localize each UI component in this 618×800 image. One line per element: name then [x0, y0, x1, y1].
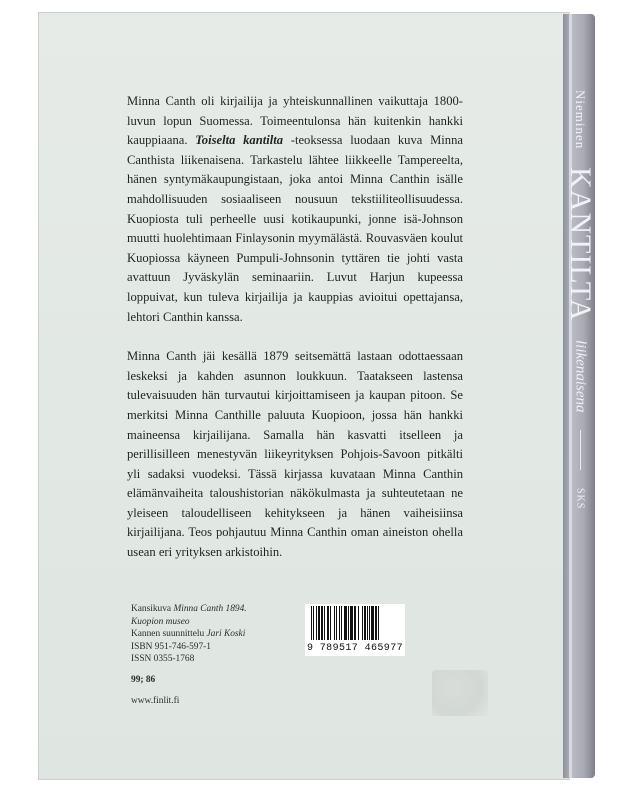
blurb-paragraph-2: Minna Canth jäi kesällä 1879 seitsemättä lastaan odottaessaan leskeksi ja kahden asunnon loukkuun. Taatakseen lastensa tulevaisuuden hän turvautui kirjoittamiseen ja kaupan pitoon. Se merkitsi Minna Canthille paluuta Kuopioon, jossa hän hankki maineensa kirjailijana. Samalla hän kasvatti itselleen ja perillisilleen menestyvän liikeyrityksen Pohjois-Savoon pitkälti yli sadaksi vuodeksi. Tässä kirjassa kuvataan Minna Canthin elämänvaiheita taloushistorian näkökulmasta ja suhteutetaan ne yleiseen taloudelliseen kehitykseen ja hänen vaiheisiinsa kirjailijana. Teos pohjautuu Minna Canthin oman aineiston ohella usean eri yrityksen arkistoihin. — [127, 349, 463, 560]
barcode-bars — [311, 606, 399, 640]
credits-gap — [131, 666, 301, 674]
class-code: 99; 86 — [131, 674, 156, 685]
publisher-website: www.finlit.fi — [131, 695, 180, 706]
back-cover-blurb — [127, 92, 463, 583]
blurb-p1-rest: -teoksessa luodaan kuva Minna Canthista liikenaisena. Tarkastelu lähtee liikkeelle Tampereelta, hänen syntymäkaupungistaan, joka antoi Minna Canthin isälle mahdollisuuden sosiaaliseen nousuun tekstiiliteollisuudessa. Kuopiosta tuli perheelle uusi kotikaupunki, jonne isä-Johnson muutti huolehtimaan Finlaysonin myymälästä. Rouvasväen koulut Kuopiossa käyneen Pumpuli-Johnsonin tyttären tie johti vasta avattuun Jyväskylän seminaariin. Luvut Harjun kupeessa loppuivat, kun tuleva kirjailija ja kauppias avioitui opettajansa, lehtori Canthin kanssa. — [127, 133, 463, 324]
spine-subtitle: liikenaisena — [572, 339, 589, 413]
spine-text — [564, 22, 597, 542]
spine-divider — [580, 430, 581, 470]
blurb-p1-intro: Minna Canth oli kirjailija ja yhteiskunnallinen vaikuttaja 1800-luvun lopun Suomessa. Toimeentulonsa hän kuitenkin hankki kauppiaana. — [127, 94, 463, 148]
issn-text: ISSN 0355-1768 — [131, 654, 195, 665]
credits-block — [131, 603, 301, 707]
isbn-text: ISBN 951-746-597-1 — [131, 641, 211, 652]
barcode-number: 9 789517 465977 — [306, 643, 403, 654]
blurb-book-title: Toiselta kantilta — [195, 133, 284, 148]
cover-image-source: Kuopion museo — [131, 616, 190, 627]
worn-sticker-mark — [432, 670, 488, 716]
spine-title: KANTILTA — [564, 167, 597, 322]
blurb-paragraph-1 — [127, 92, 463, 327]
spine-publisher: SKS — [574, 488, 586, 510]
spine-author: Nieminen — [573, 90, 588, 150]
cover-image-credit: Kansikuva Minna Canth 1894. — [131, 604, 247, 614]
barcode-bar — [379, 606, 380, 640]
cover-designer-credit: Kannen suunnittelu Jari Koski — [131, 629, 246, 640]
isbn-barcode — [305, 604, 405, 656]
credits-gap — [131, 687, 301, 695]
